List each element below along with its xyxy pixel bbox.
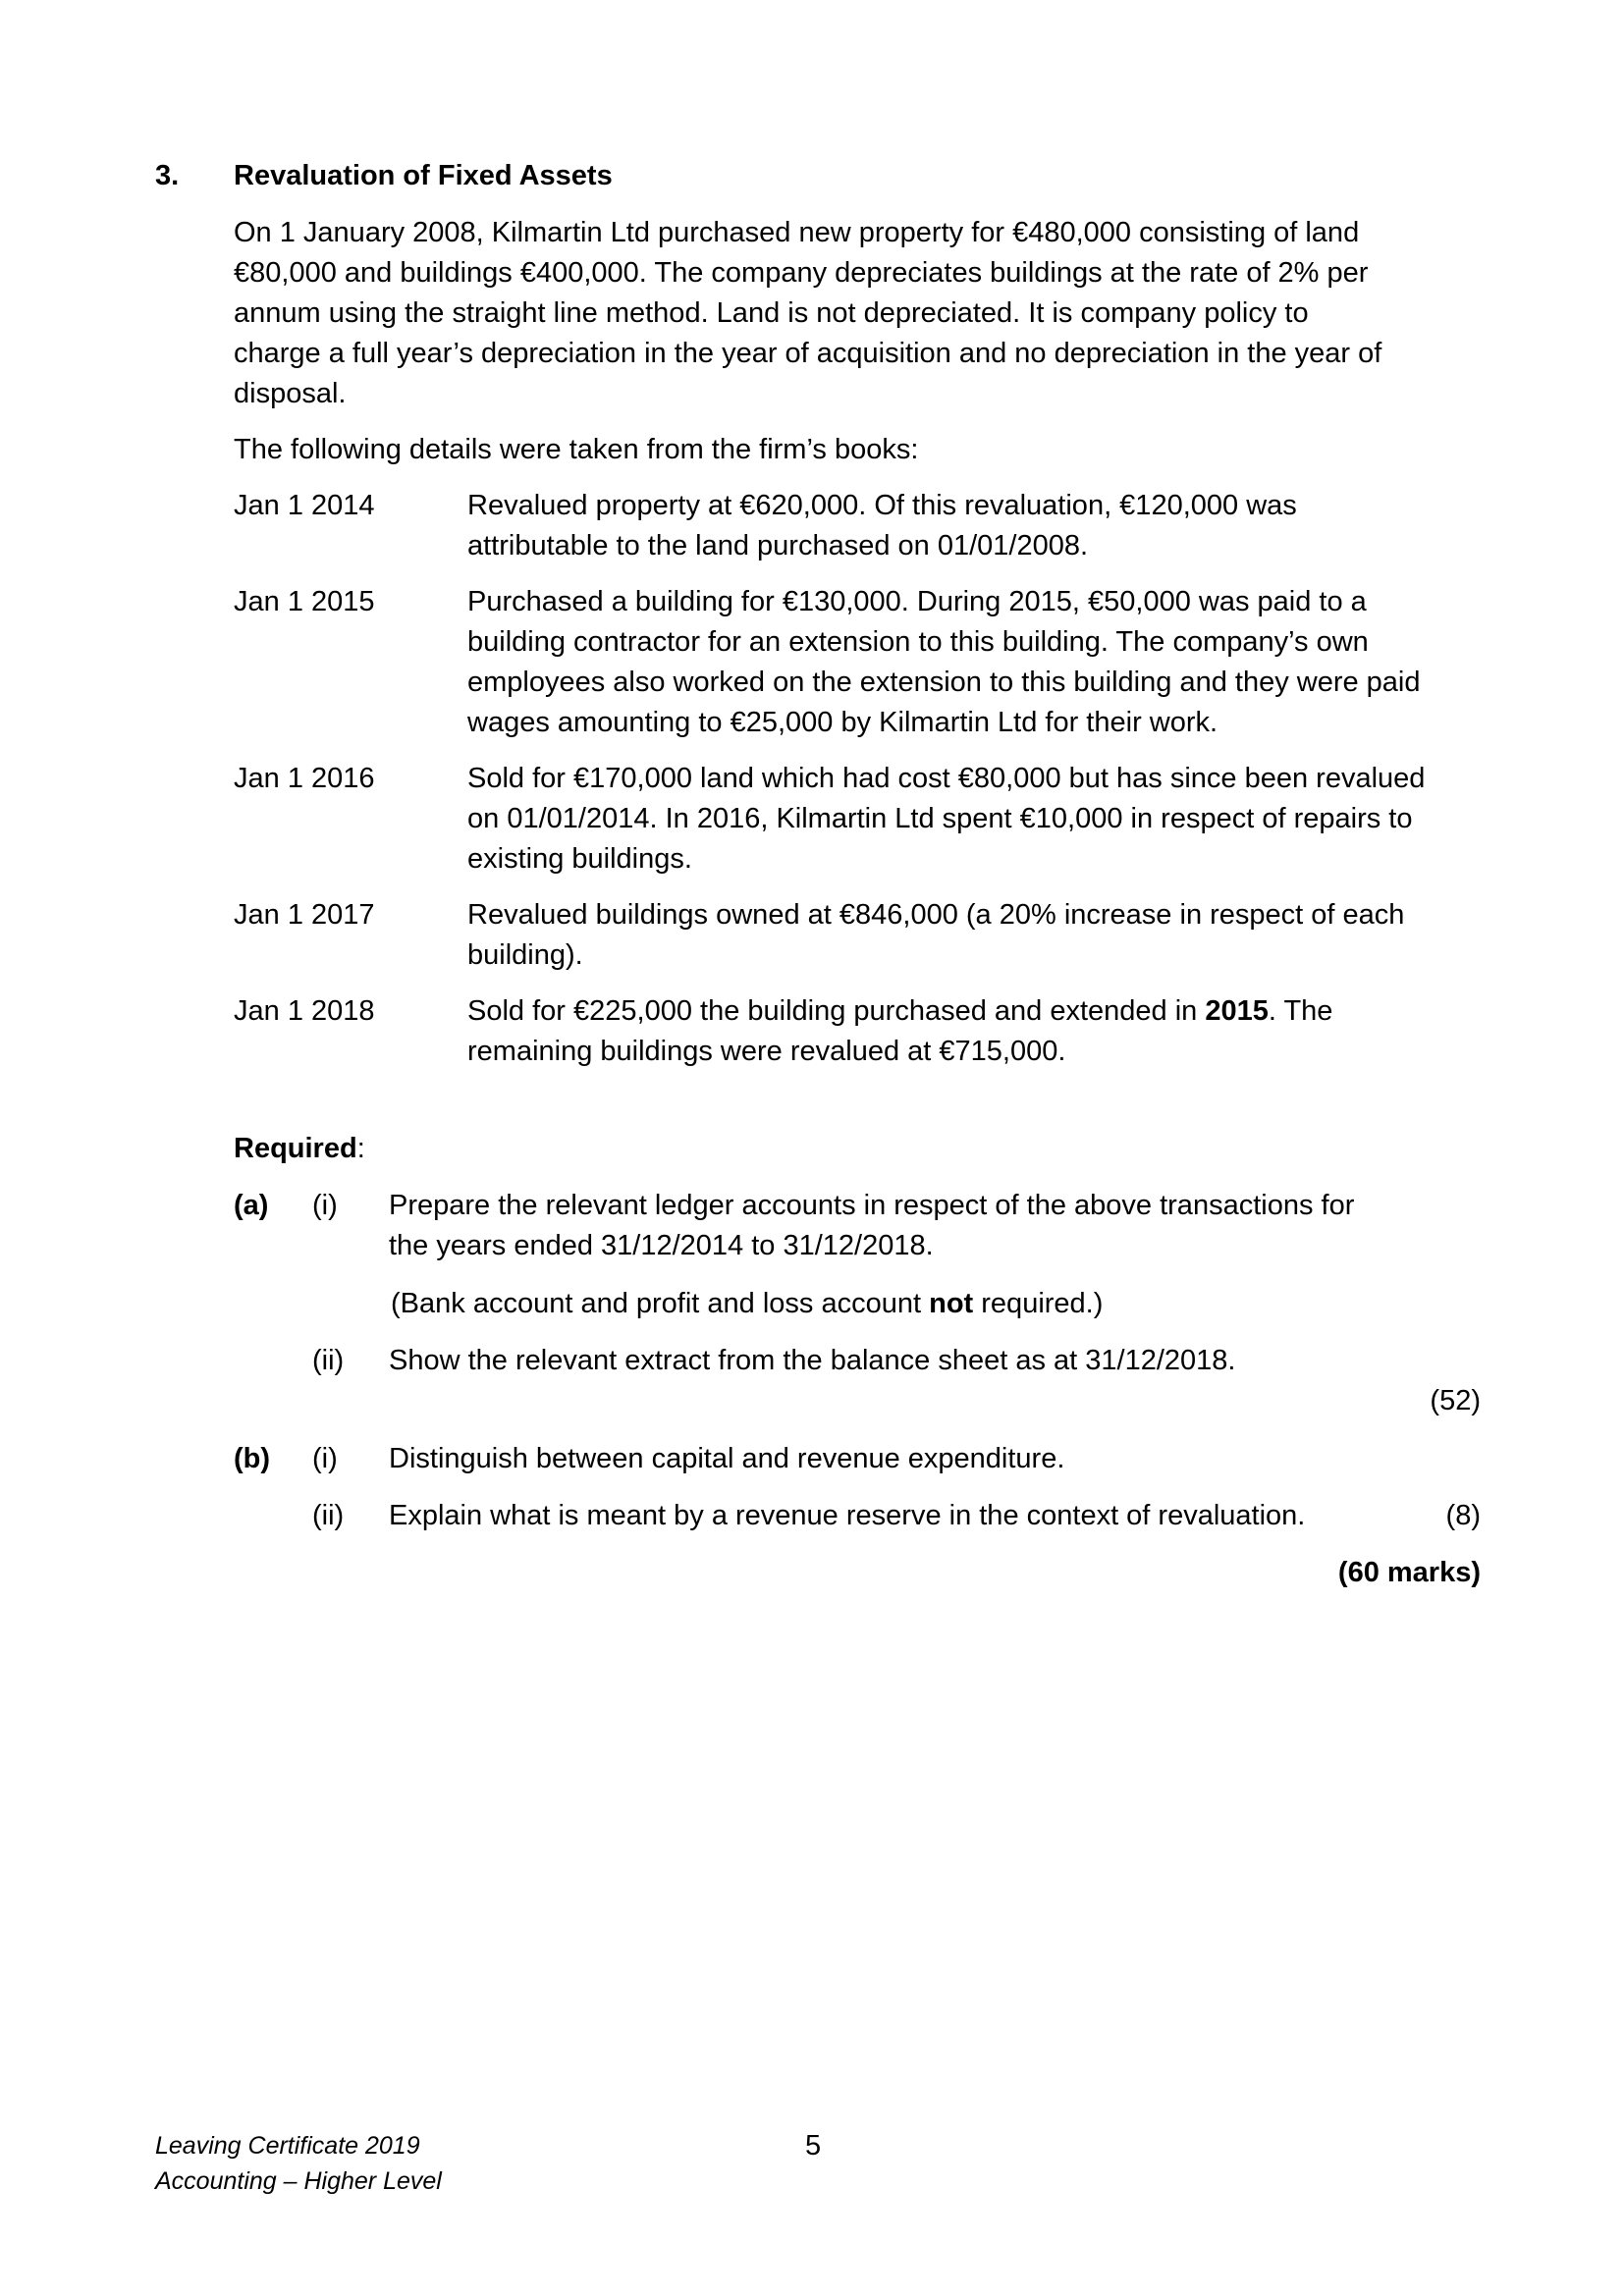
transaction-entry bbox=[234, 759, 1432, 880]
part-b-i-text: Distinguish between capital and revenue expenditure. bbox=[389, 1443, 1065, 1474]
transaction-entry bbox=[234, 486, 1432, 566]
note-part: required.) bbox=[973, 1288, 1104, 1319]
entry-text: Revalued property at €620,000. Of this revaluation, €120,000 was attributable to the land purchased on 01/01/2008. bbox=[467, 490, 1297, 561]
part-a-i bbox=[234, 1186, 1481, 1266]
required-heading bbox=[234, 1129, 365, 1169]
footer-line-2: Accounting – Higher Level bbox=[155, 2167, 442, 2195]
part-a-marks: (52) bbox=[1430, 1385, 1481, 1416]
part-a-i-text: Prepare the relevant ledger accounts in respect of the above transactions for the years ended 31/12/2014 to 31/12/2018. bbox=[389, 1190, 1355, 1261]
question-intro bbox=[234, 213, 1392, 486]
entry-date: Jan 1 2017 bbox=[234, 899, 375, 931]
entry-text: Revalued buildings owned at €846,000 (a 20% increase in respect of each building). bbox=[467, 899, 1405, 971]
entry-text-part: Sold for €225,000 the building purchased and extended in bbox=[467, 995, 1206, 1027]
transaction-list bbox=[234, 486, 1432, 1088]
transaction-entry bbox=[234, 991, 1432, 1072]
required-colon: : bbox=[356, 1133, 365, 1164]
entry-date: Jan 1 2015 bbox=[234, 586, 375, 617]
part-a-i-label: (i) bbox=[312, 1190, 338, 1221]
part-b-marks: (8) bbox=[1445, 1500, 1481, 1531]
transaction-entry bbox=[234, 895, 1432, 976]
question-number: 3. bbox=[155, 160, 180, 191]
entry-text: Purchased a building for €130,000. During 2015, €50,000 was paid to a building contractor for an extension to this building. The company’s own employees also worked on the extension to this building and they were paid wages amounting to €25,000 by Kilmartin Ltd for their work. bbox=[467, 586, 1421, 738]
intro-paragraph: On 1 January 2008, Kilmartin Ltd purchased new property for €480,000 consisting of land €80,000 and buildings €400,000. The company depreciates buildings at the rate of 2% per annum using the straight line method. Land is not depreciated. It is company policy to charge a full year’s depreciation in the year of acquisition and no depreciation in the year of disposal. bbox=[234, 217, 1382, 409]
part-a-ii-text: Show the relevant extract from the balance sheet as at 31/12/2018. bbox=[389, 1345, 1236, 1376]
entry-date: Jan 1 2018 bbox=[234, 995, 375, 1027]
note-part: (Bank account and profit and loss account bbox=[391, 1288, 930, 1319]
part-a-note-text bbox=[391, 1284, 1402, 1324]
entry-date: Jan 1 2014 bbox=[234, 490, 375, 521]
question-title: Revaluation of Fixed Assets bbox=[234, 160, 613, 191]
part-a-ii-label: (ii) bbox=[312, 1345, 345, 1376]
footer bbox=[155, 2128, 442, 2199]
entry-date: Jan 1 2016 bbox=[234, 763, 375, 794]
details-intro: The following details were taken from the firm’s books: bbox=[234, 434, 919, 465]
part-b-label: (b) bbox=[234, 1443, 271, 1474]
entry-text-bold: 2015 bbox=[1205, 995, 1269, 1027]
footer-line-1: Leaving Certificate 2019 bbox=[155, 2132, 420, 2160]
entry-text-part: . The remaining buildings were revalued at €715,000. bbox=[467, 995, 1333, 1067]
part-b-ii-label: (ii) bbox=[312, 1500, 345, 1531]
part-b-i-label: (i) bbox=[312, 1443, 338, 1474]
entry-text: Sold for €170,000 land which had cost €80,000 but has since been revalued on 01/01/2014. In 2016, Kilmartin Ltd spent €10,000 in respect of repairs to existing buildings. bbox=[467, 763, 1426, 875]
part-a-label: (a) bbox=[234, 1190, 269, 1221]
total-marks: (60 marks) bbox=[1337, 1557, 1481, 1588]
page-number: 5 bbox=[805, 2130, 822, 2162]
required-label: Required bbox=[234, 1133, 357, 1164]
note-bold: not bbox=[929, 1288, 974, 1319]
entry-text bbox=[467, 991, 1432, 1072]
transaction-entry bbox=[234, 582, 1432, 743]
part-b-ii-text: Explain what is meant by a revenue reserve in the context of revaluation. bbox=[389, 1500, 1306, 1531]
